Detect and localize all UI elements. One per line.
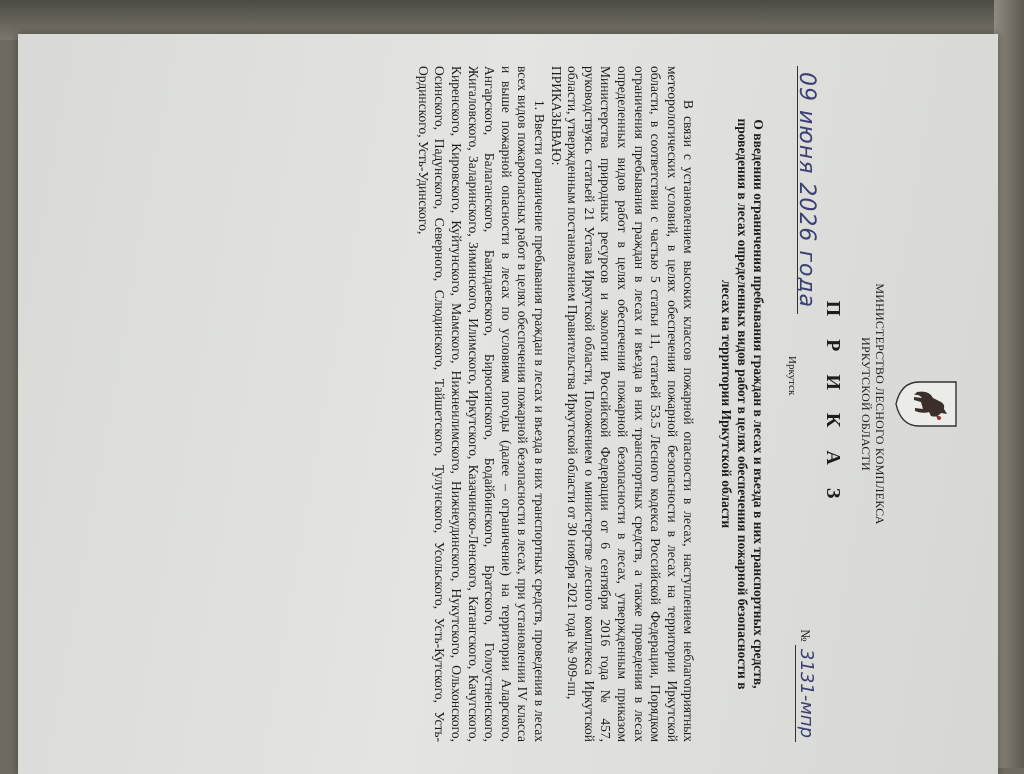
preamble-paragraph: В связи с установлением высоких классов пожарной опасности в лесах, наступлением неблагоприятных метеорологических условий, в целях обеспечения пожарной безопасности в лесах на территории Иркутской области, в соответствии с частью 5 статьи 11, статьей 53.5 Лесного кодекса Российской Федерации, Порядком ограничения пребывания граждан в лесах и въезда в них транспортных средств, а также проведения в лесах определенных видов работ в целях обеспечения пожарной безопасности в лесах, утвержденным приказом Министерства природных ресурсов и экологии Российской Федерации от 6 сентября 2016 года № 457, руководствуясь статьей 21 Устава Иркутской области, Положением о министерстве лесного комплекса Иркутской области, утвержденным постановлением Правительства Иркутской области от 30 ноября 2021 года № 909-пп, <box>565 66 697 742</box>
order-number <box>796 629 818 742</box>
handwritten-date: 09 июня 2026 года <box>797 66 815 314</box>
document-heading: П Р И К А З <box>822 300 844 508</box>
rotated-document <box>33 44 983 764</box>
item-1-paragraph: 1. Ввести ограничение пребывания граждан в лесах и въезда в них транспортных средств, проведения в лесах всех видов пожароопасных работ в целях обеспечения пожарной безопасности в лесах, при установлении IV класса и выше пожарной опасности в лесах по условиям погоды (далее – ограничение) на территории Аларского, Ангарского, Балаганского, Баяндаевского, Бирюсинского, Бодайбинского, Братского, Голоустненского, Жигаловского, Заларинского, Зиминского, Илимского, Иркутского, Казачинско-Ленского, Катангского, Качугского, Киренского, Кировского, Куйтунского, Мамского, Нижнеилимского, Нижнеудинского, Нукутского, Ольхонского, Осинского, Падунского, Северного, Слюдинского, Тайшетского, Тулунского, Усольского, Усть-Кутского, Усть-Ординского, Усть-Удинского, <box>415 66 548 742</box>
city-label: Иркутск <box>786 356 799 396</box>
ministry-line-1: МИНИСТЕРСТВО ЛЕСНОГО КОМПЛЕКСА <box>873 283 887 525</box>
order-word: ПРИКАЗЫВАЮ: <box>548 66 564 166</box>
handwritten-number: 3131-мпр <box>795 645 817 742</box>
document-title: О введении ограничения пребывания граждан в лесах и въезда в них транспортных средств, проведения в лесах определенных видов работ в целях обеспечения пожарной безопасности в лесах на территории Иркутской области <box>719 118 767 690</box>
date-number-line <box>776 66 820 742</box>
ministry-line-2: ИРКУТСКОЙ ОБЛАСТИ <box>859 337 873 471</box>
number-sign: № <box>798 629 814 642</box>
paper-sheet <box>18 34 998 774</box>
photo-background-right <box>994 0 1024 768</box>
ministry-name <box>859 66 887 742</box>
document-body <box>414 66 959 742</box>
coat-of-arms-icon <box>893 378 959 430</box>
